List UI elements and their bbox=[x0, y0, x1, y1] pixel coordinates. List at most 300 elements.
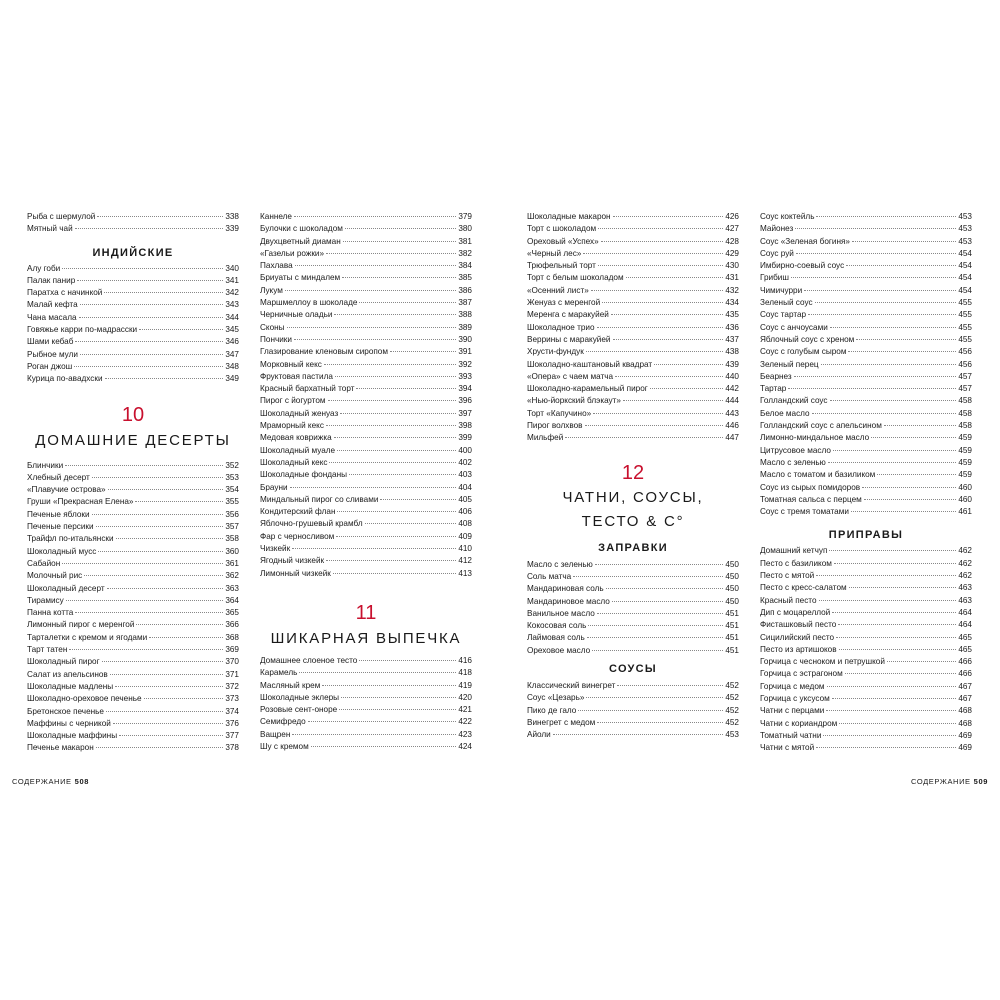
dot-leader bbox=[98, 551, 223, 552]
entry-page-number: 460 bbox=[958, 482, 972, 492]
entry-title: Классический винегрет bbox=[527, 681, 616, 691]
dot-leader bbox=[830, 327, 957, 328]
toc-entry bbox=[527, 432, 739, 444]
dot-leader bbox=[791, 277, 956, 278]
entry-page-number: 418 bbox=[458, 668, 472, 678]
entry-page-number: 463 bbox=[958, 595, 972, 605]
toc-entry bbox=[260, 729, 472, 741]
dot-leader bbox=[598, 265, 723, 266]
entry-title: Пирог волхвов bbox=[527, 421, 583, 431]
toc-entry bbox=[527, 680, 739, 692]
entry-page-number: 459 bbox=[958, 445, 972, 455]
toc-entry bbox=[527, 395, 739, 407]
entry-page-number: 457 bbox=[958, 384, 972, 394]
entry-title: Зеленый соус bbox=[760, 298, 813, 308]
dot-leader bbox=[119, 735, 223, 736]
entry-page-number: 463 bbox=[958, 583, 972, 593]
dot-leader bbox=[829, 550, 956, 551]
toc-entry bbox=[260, 260, 472, 272]
dot-leader bbox=[839, 649, 957, 650]
entry-title: Тарталетки с кремом и ягодами bbox=[27, 632, 148, 642]
entry-title: Шоколадный десерт bbox=[27, 583, 105, 593]
dot-leader bbox=[69, 649, 223, 650]
entry-title: Чизкейк bbox=[260, 544, 291, 554]
toc-entry bbox=[760, 371, 972, 383]
toc-entry bbox=[27, 460, 239, 472]
entry-title: Яблочно-грушевый крамбл bbox=[260, 519, 363, 529]
entry-page-number: 450 bbox=[725, 571, 739, 581]
entry-title: Имбирно-соевый соус bbox=[760, 261, 845, 271]
entry-title: Соус «Зеленая богиня» bbox=[760, 236, 850, 246]
entry-title: Пирог с йогуртом bbox=[260, 396, 326, 406]
entry-title: Печеные яблоки bbox=[27, 509, 90, 519]
entry-title: Пончики bbox=[260, 334, 292, 344]
entry-page-number: 381 bbox=[458, 236, 472, 246]
toc-entry bbox=[760, 211, 972, 223]
toc-entry bbox=[27, 583, 239, 595]
entry-page-number: 447 bbox=[725, 433, 739, 443]
dot-leader bbox=[650, 388, 724, 389]
entry-title: Томатный чатни bbox=[760, 730, 822, 740]
dot-leader bbox=[328, 400, 457, 401]
entry-page-number: 380 bbox=[458, 224, 472, 234]
toc-entry bbox=[760, 334, 972, 346]
entry-page-number: 459 bbox=[958, 470, 972, 480]
entry-page-number: 372 bbox=[225, 681, 239, 691]
entry-page-number: 382 bbox=[458, 248, 472, 258]
chapter-title: ДОМАШНИЕ ДЕСЕРТЫ bbox=[35, 431, 231, 449]
entry-page-number: 385 bbox=[458, 273, 472, 283]
entry-page-number: 396 bbox=[458, 396, 472, 406]
dot-leader bbox=[92, 514, 224, 515]
dot-leader bbox=[819, 600, 957, 601]
entry-page-number: 399 bbox=[458, 433, 472, 443]
entry-page-number: 453 bbox=[958, 224, 972, 234]
dot-leader bbox=[359, 302, 456, 303]
dot-leader bbox=[322, 685, 456, 686]
entry-page-number: 342 bbox=[225, 288, 239, 298]
entry-title: Фруктовая пастила bbox=[260, 371, 333, 381]
dot-leader bbox=[335, 376, 456, 377]
section-heading-indian: ИНДИЙСКИЕ bbox=[92, 246, 174, 259]
toc-entry bbox=[760, 309, 972, 321]
entry-title: Шоколадный женуаз bbox=[260, 408, 339, 418]
entry-title: Пахлава bbox=[260, 261, 293, 271]
entry-title: Курица по-авадхски bbox=[27, 374, 103, 384]
dot-leader bbox=[326, 560, 456, 561]
toc-entry bbox=[527, 285, 739, 297]
entry-page-number: 453 bbox=[725, 730, 739, 740]
entry-title: Шоколадно-карамельный пирог bbox=[527, 384, 648, 394]
toc-entry bbox=[527, 717, 739, 729]
dot-leader bbox=[808, 314, 956, 315]
entry-page-number: 469 bbox=[958, 730, 972, 740]
dot-leader bbox=[816, 216, 956, 217]
toc-entry bbox=[260, 568, 472, 580]
entry-page-number: 369 bbox=[225, 645, 239, 655]
entry-title: Винегрет с медом bbox=[527, 717, 596, 727]
toc-entry bbox=[260, 531, 472, 543]
entry-page-number: 392 bbox=[458, 359, 472, 369]
entry-page-number: 345 bbox=[225, 325, 239, 335]
toc-entry bbox=[27, 718, 239, 730]
toc-entry bbox=[27, 632, 239, 644]
entry-page-number: 413 bbox=[458, 568, 472, 578]
entry-title: Соус с голубым сыром bbox=[760, 347, 847, 357]
toc-entry bbox=[760, 322, 972, 334]
entry-page-number: 390 bbox=[458, 334, 472, 344]
toc-entry bbox=[27, 619, 239, 631]
entry-page-number: 451 bbox=[725, 645, 739, 655]
toc-entry bbox=[760, 383, 972, 395]
entry-page-number: 464 bbox=[958, 620, 972, 630]
dot-leader bbox=[828, 462, 957, 463]
entry-title: Салат из апельсинов bbox=[27, 669, 108, 679]
entry-title: Айоли bbox=[527, 730, 551, 740]
dot-leader bbox=[79, 317, 224, 318]
entry-page-number: 455 bbox=[958, 310, 972, 320]
toc-entry bbox=[527, 383, 739, 395]
chapter-title-line-2: ТЕСТО & С° bbox=[581, 512, 685, 530]
entry-title: Майонез bbox=[760, 224, 794, 234]
dot-leader bbox=[104, 292, 223, 293]
entry-title: Шоколадный муале bbox=[260, 445, 336, 455]
entry-page-number: 450 bbox=[725, 596, 739, 606]
toc-entry bbox=[27, 595, 239, 607]
toc-entry bbox=[760, 408, 972, 420]
entry-page-number: 376 bbox=[225, 718, 239, 728]
dot-leader bbox=[102, 661, 224, 662]
dot-leader bbox=[816, 747, 956, 748]
entry-title: Соус с анчоусами bbox=[760, 322, 828, 332]
entry-page-number: 403 bbox=[458, 470, 472, 480]
toc-entry bbox=[27, 669, 239, 681]
toc-entry bbox=[27, 287, 239, 299]
dot-leader bbox=[586, 351, 724, 352]
entry-title: Говяжье карри по-мадрасски bbox=[27, 325, 138, 335]
toc-entry bbox=[760, 469, 972, 481]
toc-entry bbox=[260, 285, 472, 297]
entry-page-number: 443 bbox=[725, 408, 739, 418]
entry-title: Соус руй bbox=[760, 248, 794, 258]
dot-leader bbox=[84, 575, 223, 576]
toc-entry bbox=[527, 596, 739, 608]
toc-entry bbox=[27, 211, 239, 223]
entry-page-number: 387 bbox=[458, 298, 472, 308]
entry-title: Печенье макарон bbox=[27, 743, 94, 753]
toc-entry bbox=[260, 518, 472, 530]
entry-title: Соус коктейль bbox=[760, 212, 815, 221]
entry-page-number: 458 bbox=[958, 421, 972, 431]
toc-entry bbox=[27, 693, 239, 705]
dot-leader bbox=[565, 437, 723, 438]
toc-entry bbox=[760, 582, 972, 594]
footer-page-number: 509 bbox=[973, 777, 988, 786]
entry-title: Фар с черносливом bbox=[260, 531, 335, 541]
dot-leader bbox=[823, 735, 956, 736]
dot-leader bbox=[295, 265, 457, 266]
entry-page-number: 442 bbox=[725, 384, 739, 394]
entry-page-number: 458 bbox=[958, 408, 972, 418]
dot-leader bbox=[573, 576, 723, 577]
entry-page-number: 456 bbox=[958, 347, 972, 357]
entry-title: Мраморный кекс bbox=[260, 421, 324, 431]
dot-leader bbox=[611, 314, 723, 315]
entry-title: Соус «Цезарь» bbox=[527, 693, 585, 703]
dot-leader bbox=[848, 351, 956, 352]
entry-title: Ванильное масло bbox=[527, 608, 595, 618]
toc-entry bbox=[260, 309, 472, 321]
dot-leader bbox=[116, 538, 224, 539]
entry-title: Мандариновое масло bbox=[527, 596, 610, 606]
entry-title: Шоколадные мадлены bbox=[27, 681, 114, 691]
entry-page-number: 435 bbox=[725, 310, 739, 320]
dot-leader bbox=[341, 697, 456, 698]
entry-page-number: 466 bbox=[958, 669, 972, 679]
dot-leader bbox=[871, 437, 956, 438]
entry-page-number: 455 bbox=[958, 322, 972, 332]
toc-entry bbox=[527, 248, 739, 260]
toc-entry bbox=[760, 570, 972, 582]
toc-entry bbox=[27, 223, 239, 235]
toc-entry bbox=[760, 656, 972, 668]
entry-page-number: 454 bbox=[958, 285, 972, 295]
entry-title: Двухцветный диаман bbox=[260, 236, 341, 246]
entry-page-number: 454 bbox=[958, 248, 972, 258]
entry-page-number: 355 bbox=[225, 497, 239, 507]
toc-entry bbox=[27, 521, 239, 533]
toc-entry bbox=[27, 299, 239, 311]
entry-page-number: 394 bbox=[458, 384, 472, 394]
entry-title: Лукум bbox=[260, 285, 283, 295]
entry-title: «Осенний лист» bbox=[527, 285, 589, 295]
entry-page-number: 360 bbox=[225, 546, 239, 556]
entry-title: Шоколадные эклеры bbox=[260, 692, 340, 702]
entry-page-number: 353 bbox=[225, 472, 239, 482]
dot-leader bbox=[299, 672, 456, 673]
entry-title: Сабайон bbox=[27, 558, 61, 568]
entry-title: Медовая коврижка bbox=[260, 433, 332, 443]
toc-entry bbox=[27, 484, 239, 496]
entry-page-number: 338 bbox=[225, 212, 239, 221]
entry-title: Карамель bbox=[260, 668, 298, 678]
toc-entry bbox=[760, 285, 972, 297]
dot-leader bbox=[77, 280, 223, 281]
entry-page-number: 391 bbox=[458, 347, 472, 357]
entry-page-number: 352 bbox=[225, 460, 239, 470]
entry-page-number: 364 bbox=[225, 595, 239, 605]
entry-page-number: 462 bbox=[958, 571, 972, 581]
toc-entry bbox=[527, 692, 739, 704]
entry-title: Беарнез bbox=[760, 371, 792, 381]
dot-leader bbox=[606, 588, 724, 589]
dot-leader bbox=[326, 253, 456, 254]
entry-title: Дип с моцареллой bbox=[760, 607, 831, 617]
dot-leader bbox=[821, 364, 957, 365]
toc-entry bbox=[760, 457, 972, 469]
toc-entry bbox=[27, 681, 239, 693]
entry-page-number: 378 bbox=[225, 743, 239, 753]
dot-leader bbox=[96, 526, 224, 527]
entry-title: Масло с зеленью bbox=[527, 559, 593, 569]
entry-page-number: 429 bbox=[725, 248, 739, 258]
toc-entry bbox=[260, 371, 472, 383]
entry-page-number: 388 bbox=[458, 310, 472, 320]
entry-title: Ореховый «Успех» bbox=[527, 236, 599, 246]
dot-leader bbox=[587, 637, 724, 638]
entry-title: Брауни bbox=[260, 482, 288, 492]
toc-entry bbox=[760, 420, 972, 432]
dot-leader bbox=[380, 499, 456, 500]
dot-leader bbox=[337, 450, 456, 451]
entry-page-number: 366 bbox=[225, 620, 239, 630]
dot-leader bbox=[851, 511, 956, 512]
entry-page-number: 370 bbox=[225, 657, 239, 667]
entry-title: Миндальный пирог со сливами bbox=[260, 494, 379, 504]
entry-title: Чимичурри bbox=[760, 285, 803, 295]
entry-page-number: 409 bbox=[458, 531, 472, 541]
dot-leader bbox=[62, 268, 223, 269]
dot-leader bbox=[788, 388, 956, 389]
entry-title: Цитрусовое масло bbox=[760, 445, 831, 455]
entry-page-number: 358 bbox=[225, 534, 239, 544]
section-heading-sauces: СОУСЫ bbox=[608, 663, 657, 676]
toc-entry bbox=[527, 371, 739, 383]
entry-title: Ягодный чизкейк bbox=[260, 556, 325, 566]
entry-page-number: 428 bbox=[725, 236, 739, 246]
entry-page-number: 453 bbox=[958, 236, 972, 246]
toc-entry bbox=[760, 359, 972, 371]
entry-title: Томатная сальса с перцем bbox=[760, 494, 862, 504]
entry-page-number: 467 bbox=[958, 693, 972, 703]
entry-title: Черничные оладьи bbox=[260, 310, 333, 320]
toc-entry bbox=[760, 432, 972, 444]
entry-title: «Плавучие острова» bbox=[27, 485, 106, 495]
dot-leader bbox=[856, 339, 956, 340]
entry-title: Розовые сент-оноре bbox=[260, 705, 338, 715]
entry-page-number: 454 bbox=[958, 273, 972, 283]
entry-title: Паратха с начинкой bbox=[27, 288, 103, 298]
toc-entry bbox=[527, 223, 739, 235]
entry-page-number: 424 bbox=[458, 741, 472, 751]
entry-page-number: 420 bbox=[458, 692, 472, 702]
entry-title: Масло с томатом и базиликом bbox=[760, 470, 876, 480]
toc-entry bbox=[260, 445, 472, 457]
toc-entry bbox=[760, 248, 972, 260]
entry-title: Веррины с маракуйей bbox=[527, 334, 611, 344]
entry-page-number: 412 bbox=[458, 556, 472, 566]
entry-title: Песто с мятой bbox=[760, 571, 815, 581]
dot-leader bbox=[65, 465, 223, 466]
dot-leader bbox=[136, 624, 223, 625]
entry-page-number: 464 bbox=[958, 607, 972, 617]
dot-leader bbox=[839, 723, 956, 724]
entry-title: Лаймовая соль bbox=[527, 633, 585, 643]
entry-title: Торт с шоколадом bbox=[527, 224, 597, 234]
entry-page-number: 437 bbox=[725, 334, 739, 344]
entry-page-number: 356 bbox=[225, 509, 239, 519]
dot-leader bbox=[654, 364, 723, 365]
toc-entry bbox=[27, 570, 239, 582]
entry-page-number: 467 bbox=[958, 681, 972, 691]
entry-title: Масло с зеленью bbox=[760, 457, 826, 467]
entry-title: Соус из сырых помидоров bbox=[760, 482, 861, 492]
dot-leader bbox=[75, 341, 223, 342]
toc-column-3 bbox=[527, 211, 739, 742]
chapter-number: 11 bbox=[355, 601, 377, 624]
dot-leader bbox=[846, 265, 956, 266]
toc-entry bbox=[527, 729, 739, 741]
dot-leader bbox=[832, 698, 957, 699]
entry-page-number: 458 bbox=[958, 396, 972, 406]
entry-page-number: 398 bbox=[458, 421, 472, 431]
entry-page-number: 397 bbox=[458, 408, 472, 418]
dot-leader bbox=[80, 354, 223, 355]
toc-entry bbox=[260, 506, 472, 518]
entry-title: Пико де гало bbox=[527, 705, 577, 715]
toc-entry bbox=[27, 706, 239, 718]
toc-entry bbox=[527, 211, 739, 223]
toc-entry bbox=[260, 667, 472, 679]
entry-title: Красный песто bbox=[760, 595, 817, 605]
section-heading-condiments: ПРИПРАВЫ bbox=[828, 529, 904, 542]
toc-entry bbox=[527, 309, 739, 321]
entry-page-number: 349 bbox=[225, 374, 239, 384]
entry-title: Молочный рис bbox=[27, 571, 83, 581]
toc-entry bbox=[527, 322, 739, 334]
entry-title: Соус с тремя томатами bbox=[760, 507, 849, 517]
entry-title: Кондитерский флан bbox=[260, 507, 336, 517]
toc-entry bbox=[760, 632, 972, 644]
dot-leader bbox=[108, 489, 224, 490]
entry-page-number: 453 bbox=[958, 212, 972, 221]
toc-entry bbox=[260, 469, 472, 481]
entry-title: Мандариновая соль bbox=[527, 584, 604, 594]
dot-leader bbox=[795, 228, 956, 229]
entry-title: Голландский соус с апельсином bbox=[760, 421, 882, 431]
dot-leader bbox=[135, 501, 223, 502]
toc-entry bbox=[760, 607, 972, 619]
entry-title: Трайфл по-итальянски bbox=[27, 534, 114, 544]
dot-leader bbox=[343, 241, 457, 242]
entry-title: Шами кебаб bbox=[27, 337, 74, 347]
toc-entry bbox=[760, 693, 972, 705]
dot-leader bbox=[333, 573, 456, 574]
dot-leader bbox=[832, 612, 956, 613]
dot-leader bbox=[845, 673, 957, 674]
toc-entry bbox=[527, 346, 739, 358]
dot-leader bbox=[827, 686, 957, 687]
dot-leader bbox=[617, 685, 723, 686]
dot-leader bbox=[585, 425, 724, 426]
entry-page-number: 393 bbox=[458, 371, 472, 381]
dot-leader bbox=[287, 327, 457, 328]
entry-title: «Нью-йоркский блэкаут» bbox=[527, 396, 621, 406]
toc-entry bbox=[527, 608, 739, 620]
dot-leader bbox=[285, 290, 456, 291]
entry-title: Ващрен bbox=[260, 729, 291, 739]
entry-title: Лимонно-миндальное масло bbox=[760, 433, 870, 443]
dot-leader bbox=[615, 376, 723, 377]
dot-leader bbox=[578, 710, 723, 711]
entry-title: Маффины с черникой bbox=[27, 718, 111, 728]
entry-page-number: 365 bbox=[225, 608, 239, 618]
toc-entry bbox=[260, 408, 472, 420]
dot-leader bbox=[336, 536, 456, 537]
entry-page-number: 457 bbox=[958, 371, 972, 381]
entry-page-number: 465 bbox=[958, 632, 972, 642]
dot-leader bbox=[597, 327, 724, 328]
